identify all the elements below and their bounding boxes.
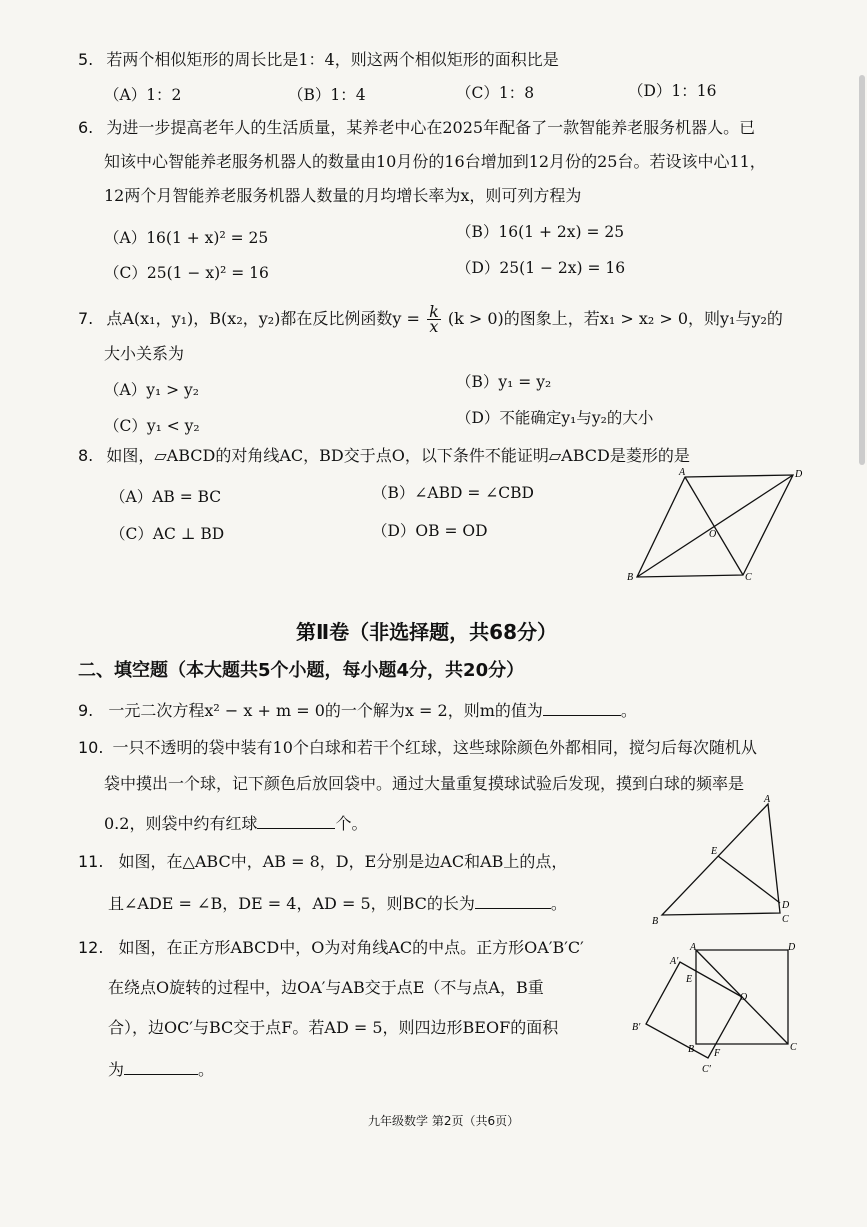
point-label-a-prime: A′ [670,956,679,967]
point-label-b-prime: B′ [632,1022,641,1033]
question-stem-part: 点A(x₁，y₁)，B(x₂，y₂)都在反比例函数y = [106,309,420,328]
point-label-b: B [688,1044,695,1055]
point-label-c-prime: C′ [702,1064,711,1075]
question-stem-part: 为 [108,1060,125,1079]
option-a: （A）y₁ > y₂ [104,381,199,399]
option-d: （D）不能确定y₁与y₂的大小 [456,409,654,427]
question-stem-part: 。 [550,894,567,913]
question-stem: 若两个相似矩形的周长比是1：4，则这两个相似矩形的面积比是 [106,50,559,69]
point-label-o: O [740,992,748,1003]
point-label-c: C [782,914,789,925]
question-stem: 如图，▱ABCD的对角线AC，BD交于点O，以下条件不能证明▱ABCD是菱形的是 [106,446,690,465]
point-label-c: C [790,1042,797,1053]
question-stem-line: 合），边OC′与BC交于点F。若AD = 5，则四边形BEOF的面积 [108,1018,559,1037]
question-number: 9. [78,701,94,720]
option-b: （B）1：4 [288,86,366,104]
question-stem-line: 如图，在△ABC中，AB = 8，D，E分别是边AC和AB上的点， [118,852,568,871]
part-2-title: 第Ⅱ卷（非选择题，共68分） [296,620,558,644]
option-b: （B）y₁ = y₂ [456,373,552,391]
question-stem-line: 一只不透明的袋中装有10个白球和若干个红球，这些球除颜色外都相同，搅匀后每次随机从 [112,738,757,757]
option-d: （D）25(1 − 2x) = 16 [456,259,626,277]
question-stem-line [108,1058,214,1080]
question-10 [78,738,757,758]
point-label-a: A [690,942,697,953]
point-label-d: D [788,942,796,953]
point-label-b: B [627,572,634,583]
question-number: 10. [78,738,104,757]
page-footer: 九年级数学 第2页（共6页） [368,1114,520,1128]
point-label-b: B [652,916,659,927]
question-number: 12. [78,938,104,957]
point-label-a: A [679,467,686,478]
answer-blank[interactable] [124,1058,198,1075]
option-a: （A）1：2 [104,86,182,104]
square-rotation-figure [628,940,803,1080]
option-c: （C）1：8 [456,84,535,102]
question-12 [78,938,584,958]
option-b: （B）∠ABD = ∠CBD [372,484,534,502]
question-stem-part: 且∠ADE = ∠B，DE = 4，AD = 5，则BC的长为 [108,894,475,913]
question-number: 6. [78,118,94,137]
question-stem-line: 在绕点O旋转的过程中，边OA′与AB交于点E（不与点A，B重 [108,978,544,997]
point-label-d: D [795,469,803,480]
scrollbar[interactable] [859,75,865,465]
point-label-c: C [745,572,752,583]
fraction-numerator: k [429,302,439,321]
question-stem-part: 。 [198,1060,215,1079]
option-c: （C）25(1 − x)² = 16 [104,264,269,282]
fraction-denominator: x [429,317,439,336]
question-stem-line: 12两个月智能养老服务机器人数量的月均增长率为x，则可列方程为 [104,186,582,205]
question-stem-line: 大小关系为 [104,344,185,363]
answer-blank[interactable] [475,892,551,909]
question-11 [78,852,567,872]
question-stem: 一元二次方程x² − x + m = 0的一个解为x = 2，则m的值为 [108,701,543,720]
point-label-d: D [782,900,790,911]
option-c: （C）y₁ < y₂ [104,417,200,435]
option-d: （D）1：16 [628,82,717,100]
question-stem-line [104,812,367,834]
answer-blank[interactable] [257,812,335,829]
option-a: （A）AB = BC [110,488,222,506]
question-stem-part: 个。 [335,814,368,833]
section-2-title: 二、填空题（本大题共5个小题，每小题4分，共20分） [78,660,525,681]
question-stem-part: 0.2，则袋中约有红球 [104,814,258,833]
question-6 [78,118,755,138]
point-label-o: O [709,529,717,540]
triangle-figure [648,790,798,930]
option-d: （D）OB = OD [372,522,488,540]
question-stem-part: (k > 0)的图象上，若x₁ > x₂ > 0，则y₁与y₂的 [447,309,783,328]
parallelogram-figure [625,465,810,585]
answer-blank[interactable] [543,699,621,716]
point-label-e: E [711,846,718,857]
question-stem-line: 知该中心智能养老服务机器人的数量由10月份的16台增加到12月份的25台。若设该中心11， [104,152,766,171]
question-7 [78,302,783,336]
question-9 [78,699,637,721]
fraction [427,302,441,336]
question-stem-line: 为进一步提高老年人的生活质量，某养老中心在2025年配备了一款智能养老服务机器人。已 [106,118,756,137]
point-label-a: A [764,794,771,805]
option-a: （A）16(1 + x)² = 25 [104,229,269,247]
option-c: （C）AC ⊥ BD [110,525,225,543]
question-5 [78,50,559,70]
option-b: （B）16(1 + 2x) = 25 [456,223,625,241]
question-stem-line: 如图，在正方形ABCD中，O为对角线AC的中点。正方形OA′B′C′ [118,938,584,957]
question-number: 11. [78,852,104,871]
question-number: 5. [78,50,94,69]
question-stem-line [108,892,567,914]
punctuation: 。 [620,701,637,720]
question-number: 7. [78,309,94,328]
point-label-f: F [714,1048,721,1059]
question-stem-line: 袋中摸出一个球，记下颜色后放回袋中。通过大量重复摸球试验后发现，摸到白球的频率是 [104,774,745,793]
point-label-e: E [686,974,693,985]
question-8 [78,446,690,466]
question-number: 8. [78,446,94,465]
